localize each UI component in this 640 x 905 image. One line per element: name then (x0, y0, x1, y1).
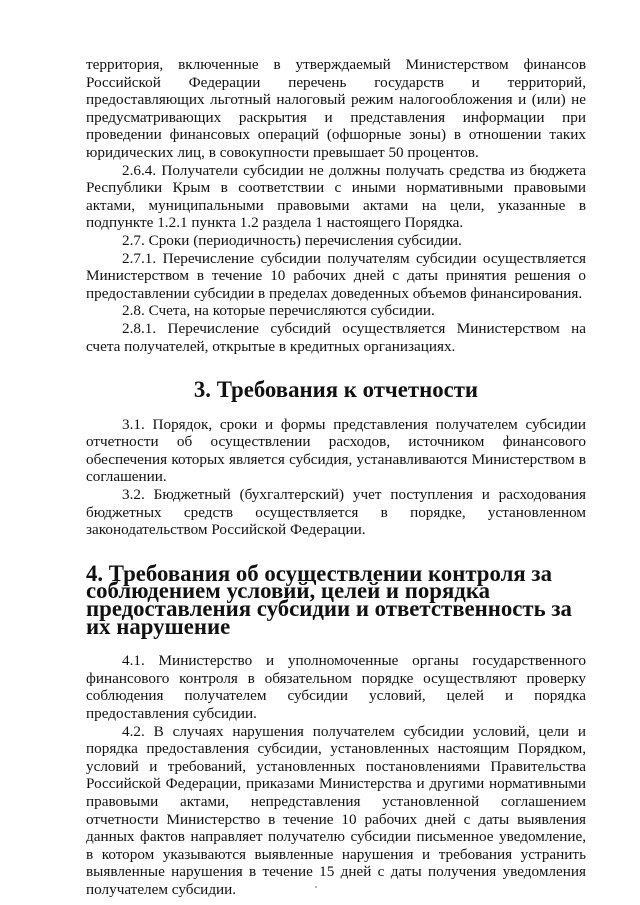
paragraph-3-1: 3.1. Порядок, сроки и формы представления получателем субсидии отчетности об осуществлении расходов, источником финансового обеспечения которых является субсидия, устанавливаются Министерством в соглашении. (86, 415, 586, 486)
scan-artifact-dot (315, 886, 317, 888)
paragraph-2-6-4: 2.6.4. Получатели субсидии не должны получать средства из бюджета Республики Крым в соответствии с иными нормативными правовыми актами, муниципальными правовыми актами на цели, указанные в подпункте 1.2.1 пункта 1.2 раздела 1 настоящего Порядка. (86, 161, 586, 232)
paragraph-4-2: 4.2. В случаях нарушения получателем субсидии условий, цели и порядка предоставления субсидии, установленных настоящим Порядком, условий и требований, установленных постановлениями Правительства Российской Федерации, приказами Министерства и другими нормативными правовыми актами, непредставления установленной соглашением отчетности Министерство в течение 10 рабочих дней с даты выявления данных фактов направляет получателю субсидии письменное уведомление, в котором указываются выявленные нарушения и требования устранить выявленные нарушения в течение 15 дней с даты получения уведомления получателем субсидии. (86, 722, 586, 898)
document-page (86, 56, 586, 899)
paragraph-2-8-1: 2.8.1. Перечисление субсидий осуществляется Министерством на счета получателей, открытые в кредитных организациях. (86, 319, 586, 355)
paragraph-2-7: 2.7. Сроки (периодичность) перечисления субсидии. (122, 231, 462, 249)
section-3-heading: 3. Требования к отчетности (193, 377, 479, 403)
paragraph-2-7-1: 2.7.1. Перечисление субсидии получателям субсидии осуществляется Министерством в течение 10 рабочих дней с даты принятия решения о предоставлении субсидии в пределах доведенных объемов финансирования. (86, 249, 586, 302)
section-4-heading: 4. Требования об осуществлении контроля за соблюдением условий, целей и порядка предоставления субсидии и ответственность за их нарушение (86, 560, 572, 639)
paragraph-4-1: 4.1. Министерство и уполномоченные органы государственного финансового контроля в обязательном порядке осуществляют проверку соблюдения получателем субсидии условий, целей и порядка предоставления субсидии. (86, 652, 586, 722)
paragraph-2-8: 2.8. Счета, на которые перечисляются субсидии. (122, 302, 435, 320)
paragraph-continuation: территория, включенные в утверждаемый Министерством финансов Российской Федерации перечень государств и территорий, предоставляющих льготный налоговый режим налогообложения и (или) не предусматривающих раскрытия и представления информации при проведении финансовых операций (офшорные зоны) в отношении таких юридических лиц, в совокупности превышает 50 процентов. (86, 56, 586, 161)
paragraph-3-2: 3.2. Бюджетный (бухгалтерский) учет поступления и расходования бюджетных средств осуществляется в порядке, установленном законодательством Российской Федерации. (86, 486, 586, 539)
